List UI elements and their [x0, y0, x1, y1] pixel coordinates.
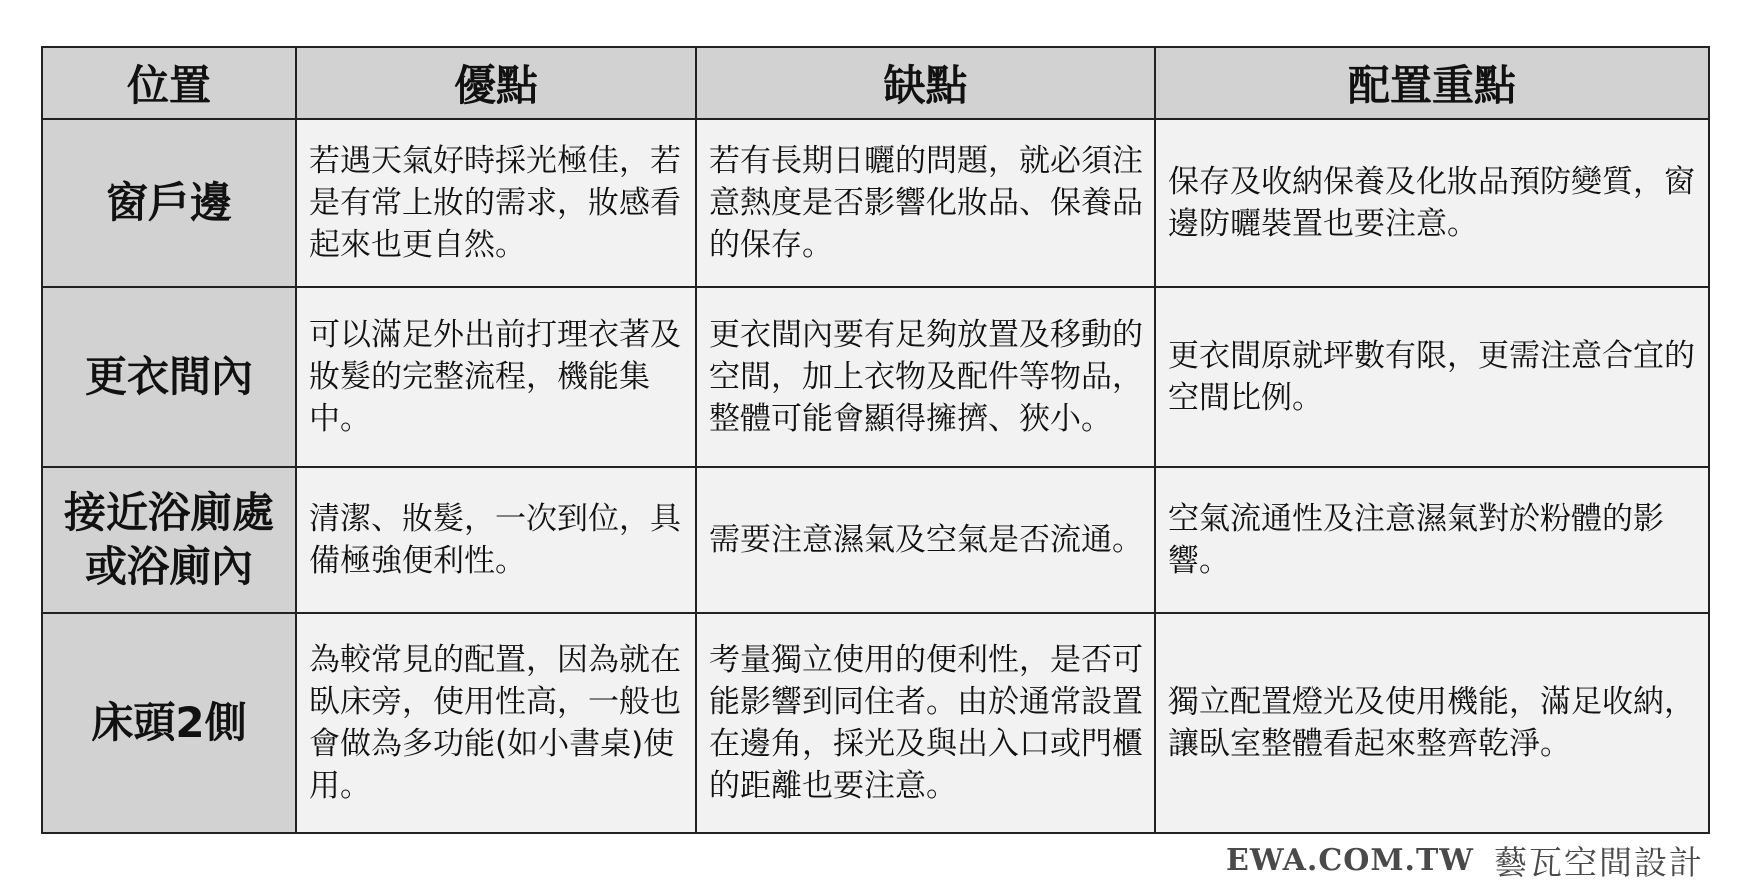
footer-brand: 藝瓦空間設計	[1494, 842, 1704, 882]
header-position: 位置	[42, 47, 296, 119]
cons-cell: 需要注意濕氣及空氣是否流通。	[696, 467, 1155, 613]
key-points-cell: 獨立配置燈光及使用機能，滿足收納，讓臥室整體看起來整齊乾淨。	[1155, 613, 1709, 833]
table-row	[42, 119, 1709, 287]
pros-cell: 若遇天氣好時採光極佳，若是有常上妝的需求，妝感看起來也更自然。	[296, 119, 696, 287]
position-cell: 接近浴廁處 或浴廁內	[42, 467, 296, 613]
position-cell: 更衣間內	[42, 287, 296, 467]
key-points-cell: 空氣流通性及注意濕氣對於粉體的影響。	[1155, 467, 1709, 613]
pros-cell: 為較常見的配置，因為就在臥床旁，使用性高，一般也會做為多功能(如小書桌)使用。	[296, 613, 696, 833]
position-cell: 床頭2側	[42, 613, 296, 833]
header-key-points: 配置重點	[1155, 47, 1709, 119]
comparison-table	[41, 46, 1710, 834]
cons-cell: 若有長期日曬的問題，就必須注意熱度是否影響化妝品、保養品的保存。	[696, 119, 1155, 287]
header-pros: 優點	[296, 47, 696, 119]
pros-cell: 可以滿足外出前打理衣著及妝髮的完整流程，機能集中。	[296, 287, 696, 467]
position-cell: 窗戶邊	[42, 119, 296, 287]
footer-site: EWA.COM.TW	[1225, 842, 1474, 878]
footer-watermark	[1226, 840, 1704, 880]
header-cons: 缺點	[696, 47, 1155, 119]
key-points-cell: 更衣間原就坪數有限，更需注意合宜的空間比例。	[1155, 287, 1709, 467]
table-header	[42, 47, 1709, 119]
cons-cell: 更衣間內要有足夠放置及移動的空間，加上衣物及配件等物品，整體可能會顯得擁擠、狹小。	[696, 287, 1155, 467]
key-points-cell: 保存及收納保養及化妝品預防變質，窗邊防曬裝置也要注意。	[1155, 119, 1709, 287]
table-row	[42, 287, 1709, 467]
pros-cell: 清潔、妝髮，一次到位，具備極強便利性。	[296, 467, 696, 613]
cons-cell: 考量獨立使用的便利性，是否可能影響到同住者。由於通常設置在邊角，採光及與出入口或門櫃的距離也要注意。	[696, 613, 1155, 833]
table-row	[42, 467, 1709, 613]
table-row	[42, 613, 1709, 833]
